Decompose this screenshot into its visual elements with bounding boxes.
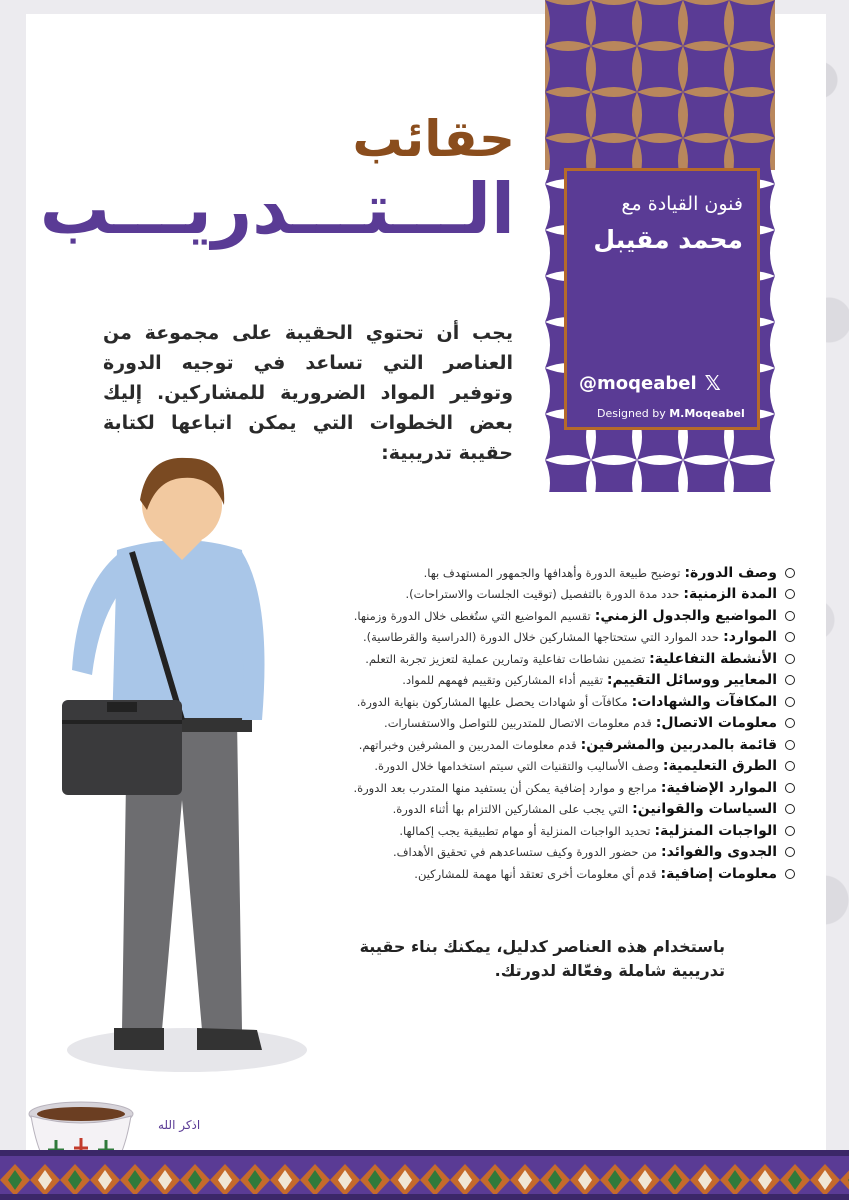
item-term: الجدوى والفوائد: <box>661 844 777 861</box>
item-description: توضيح طبيعة الدورة وأهدافها والجمهور المستهدف بها. <box>423 565 681 580</box>
checklist-item <box>295 562 795 584</box>
x-logo-icon: 𝕏 <box>704 371 721 395</box>
title-line-1: حقائب <box>352 110 515 168</box>
item-description: قدم أي معلومات أخرى تعتقد أنها مهمة للمشاركين. <box>414 866 657 881</box>
intro-paragraph: يجب أن تحتوي الحقيبة على مجموعة من العناصر التي تساعد في توجيه الدورة وتوفير المواد الضرورية للمشاركين. إليك بعض الخطوات التي يمكن اتباعها لكتابة حقيبة تدريبية: <box>103 322 513 464</box>
circle-bullet-icon <box>785 589 795 599</box>
checklist-item <box>295 842 795 864</box>
item-description: التي يجب على المشاركين الالتزام بها أثناء الدورة. <box>392 802 629 817</box>
item-description: تضمين نشاطات تفاعلية وتمارين عملية لتعزيز تجربة التعلم. <box>365 651 646 666</box>
item-description: قدم معلومات المدربين و المشرفين وخبراتهم. <box>358 737 577 752</box>
checklist-item <box>295 691 795 713</box>
checklist-item <box>295 820 795 842</box>
item-term: المعايير ووسائل التقييم: <box>606 672 777 689</box>
item-term: الموارد الإضافية: <box>660 779 777 796</box>
checklist-item <box>295 627 795 649</box>
circle-bullet-icon <box>785 654 795 664</box>
circle-bullet-icon <box>785 847 795 857</box>
designer-credit <box>597 407 745 420</box>
circle-bullet-icon <box>785 783 795 793</box>
circle-bullet-icon <box>785 632 795 642</box>
checklist-item <box>295 713 795 735</box>
man-with-briefcase-illustration <box>52 440 312 1080</box>
checklist-item <box>295 756 795 778</box>
sadu-border-pattern <box>0 1150 849 1200</box>
item-term: المدة الزمنية: <box>683 586 777 603</box>
item-description: تقسيم المواضيع التي ستُغطى خلال الدورة وزمنها. <box>353 608 591 623</box>
item-description: من حضور الدورة وكيف ستساعدهم في تحقيق الأهداف. <box>392 845 657 860</box>
item-term: الطرق التعليمية: <box>662 758 777 775</box>
designed-name: M.Moqeabel <box>669 407 745 420</box>
item-description: مكافآت أو شهادات يحصل عليها المشاركون بنهاية الدورة. <box>356 694 628 709</box>
item-term: معلومات الاتصال: <box>655 715 777 732</box>
item-description: قدم معلومات الاتصال للمتدربين للتواصل والاستفسارات. <box>384 716 652 731</box>
circle-bullet-icon <box>785 826 795 836</box>
designed-prefix: Designed by <box>597 407 666 420</box>
checklist-item <box>295 863 795 885</box>
dhikr-text: اذكر الله <box>158 1118 201 1132</box>
checklist-item <box>295 799 795 821</box>
item-description: وصف الأساليب والتقنيات التي سيتم استخدامها خلال الدورة. <box>374 759 659 774</box>
outro-paragraph: باستخدام هذه العناصر كدليل، يمكنك بناء حقيبة تدريبية شاملة وفعّالة لدورتك. <box>359 937 725 980</box>
circle-bullet-icon <box>785 675 795 685</box>
item-term: وصف الدورة: <box>684 564 777 581</box>
author-card <box>564 168 760 430</box>
item-description: حدد الموارد التي ستحتاجها المشاركين خلال الدورة (الدراسية والقرطاسية). <box>363 630 720 645</box>
item-term: المكافآت والشهادات: <box>631 693 777 710</box>
item-term: معلومات إضافية: <box>660 865 777 882</box>
handle-text: @moqeabel <box>579 372 697 394</box>
item-term: الموارد: <box>723 629 777 646</box>
item-term: قائمة بالمدربين والمشرفين: <box>580 736 777 753</box>
checklist-item <box>295 734 795 756</box>
item-term: المواضيع والجدول الزمني: <box>594 607 777 624</box>
circle-bullet-icon <box>785 697 795 707</box>
item-term: السياسات والقوانين: <box>632 801 777 818</box>
circle-bullet-icon <box>785 869 795 879</box>
social-handle[interactable] <box>579 371 721 395</box>
checklist-item <box>295 648 795 670</box>
circle-bullet-icon <box>785 761 795 771</box>
item-term: الواجبات المنزلية: <box>654 822 777 839</box>
item-term: الأنشطة التفاعلية: <box>649 650 777 667</box>
checklist-item <box>295 605 795 627</box>
item-description: مراجع و موارد إضافية يمكن أن يستفيد منها المتدرب بعد الدورة. <box>353 780 657 795</box>
card-name: محمد مقيبل <box>593 225 743 254</box>
item-description: تقييم أداء المشاركين وتقييم فهمهم للمواد. <box>402 673 603 688</box>
title-line-2: الـــتـــدريـــب <box>39 168 515 250</box>
item-description: حدد مدة الدورة بالتفصيل (توقيت الجلسات والاستراحات). <box>405 587 680 602</box>
checklist-item <box>295 584 795 606</box>
checklist-item <box>295 670 795 692</box>
item-description: تحديد الواجبات المنزلية أو مهام تطبيقية يجب إكمالها. <box>399 823 651 838</box>
circle-bullet-icon <box>785 611 795 621</box>
checklist-item <box>295 777 795 799</box>
circle-bullet-icon <box>785 568 795 578</box>
circle-bullet-icon <box>785 718 795 728</box>
circle-bullet-icon <box>785 740 795 750</box>
card-subtitle: فنون القيادة مع <box>621 193 743 215</box>
circle-bullet-icon <box>785 804 795 814</box>
checklist <box>295 562 795 885</box>
